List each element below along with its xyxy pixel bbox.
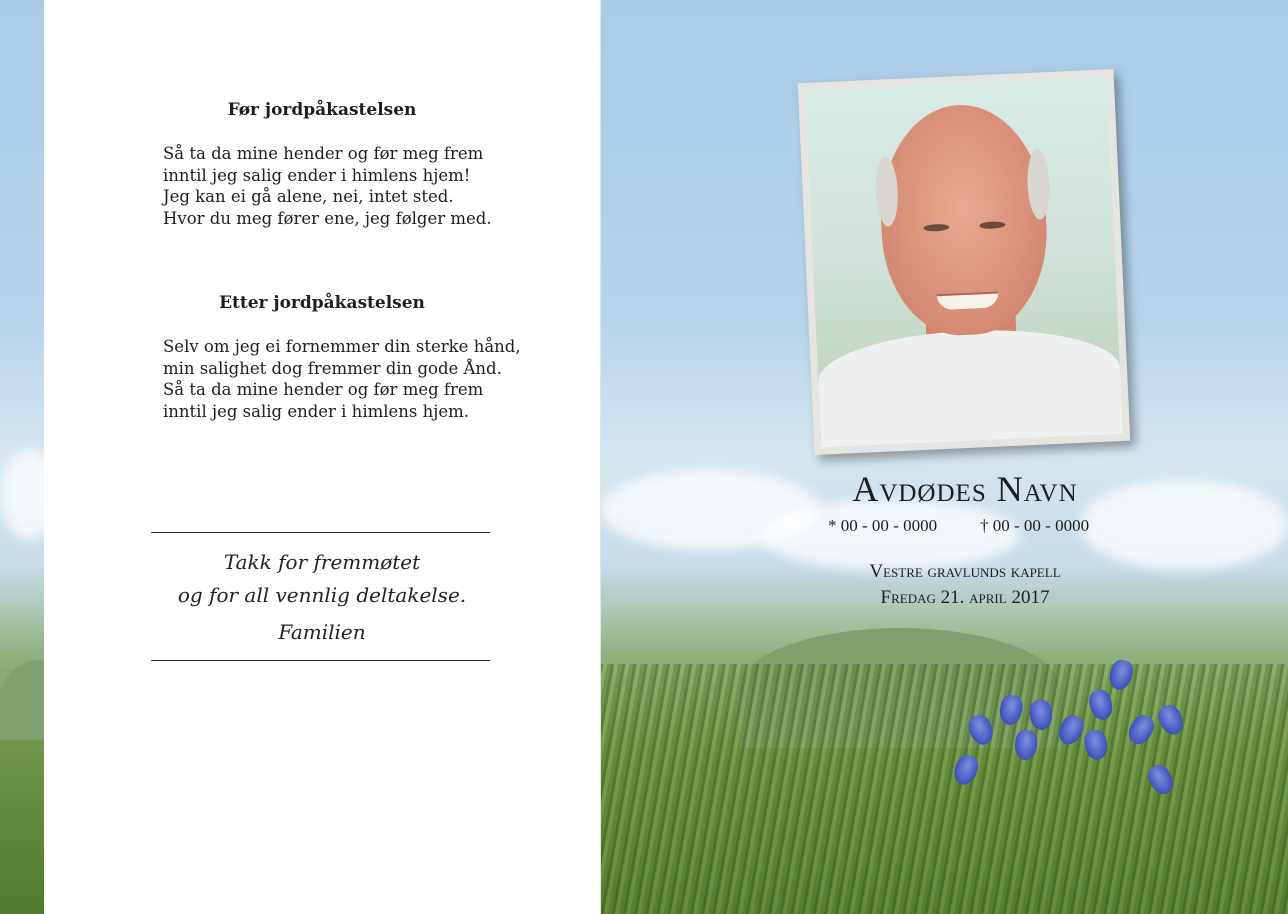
verse-line: Hvor du meg fører ene, jeg følger med. xyxy=(163,208,492,228)
ceremony-date: Fredag 21. april 2017 xyxy=(880,587,1050,608)
thanks-line-2: og for all vennlig deltakelse. xyxy=(177,583,467,607)
portrait-image xyxy=(805,76,1123,447)
verse-line: min salighet dog fremmer din gode Ånd. xyxy=(163,358,502,378)
heading-after-burial: Etter jordpåkastelsen xyxy=(219,293,425,313)
verse-before-burial xyxy=(163,143,492,229)
verse-line: Så ta da mine hender og før meg frem xyxy=(163,144,484,163)
verse-line: inntil jeg salig ender i himlens hjem. xyxy=(163,401,470,421)
portrait-photo xyxy=(798,69,1131,455)
thanks-signature: Familien xyxy=(278,620,366,644)
verse-after-burial xyxy=(163,336,521,422)
portrait-shirt xyxy=(816,324,1123,448)
venue: Vestre gravlunds kapell xyxy=(869,561,1061,582)
verse-line: inntil jeg salig ender i himlens hjem! xyxy=(163,165,471,185)
verse-line: Jeg kan ei gå alene, nei, intet sted. xyxy=(163,187,454,206)
left-page xyxy=(44,0,601,914)
deceased-name: Avdødes Navn xyxy=(852,469,1078,509)
verse-line: Så ta da mine hender og før meg frem xyxy=(163,380,484,399)
thanks-line-1: Takk for fremmøtet xyxy=(223,550,421,574)
verse-line: Selv om jeg ei fornemmer din sterke hånd, xyxy=(163,337,521,356)
grass xyxy=(600,664,1288,914)
heading-before-burial: Før jordpåkastelsen xyxy=(227,100,417,120)
death-date: † 00 - 00 - 0000 xyxy=(980,516,1090,535)
birth-date: * 00 - 00 - 0000 xyxy=(828,516,938,535)
divider-bottom xyxy=(151,660,490,661)
divider-top xyxy=(151,532,490,533)
